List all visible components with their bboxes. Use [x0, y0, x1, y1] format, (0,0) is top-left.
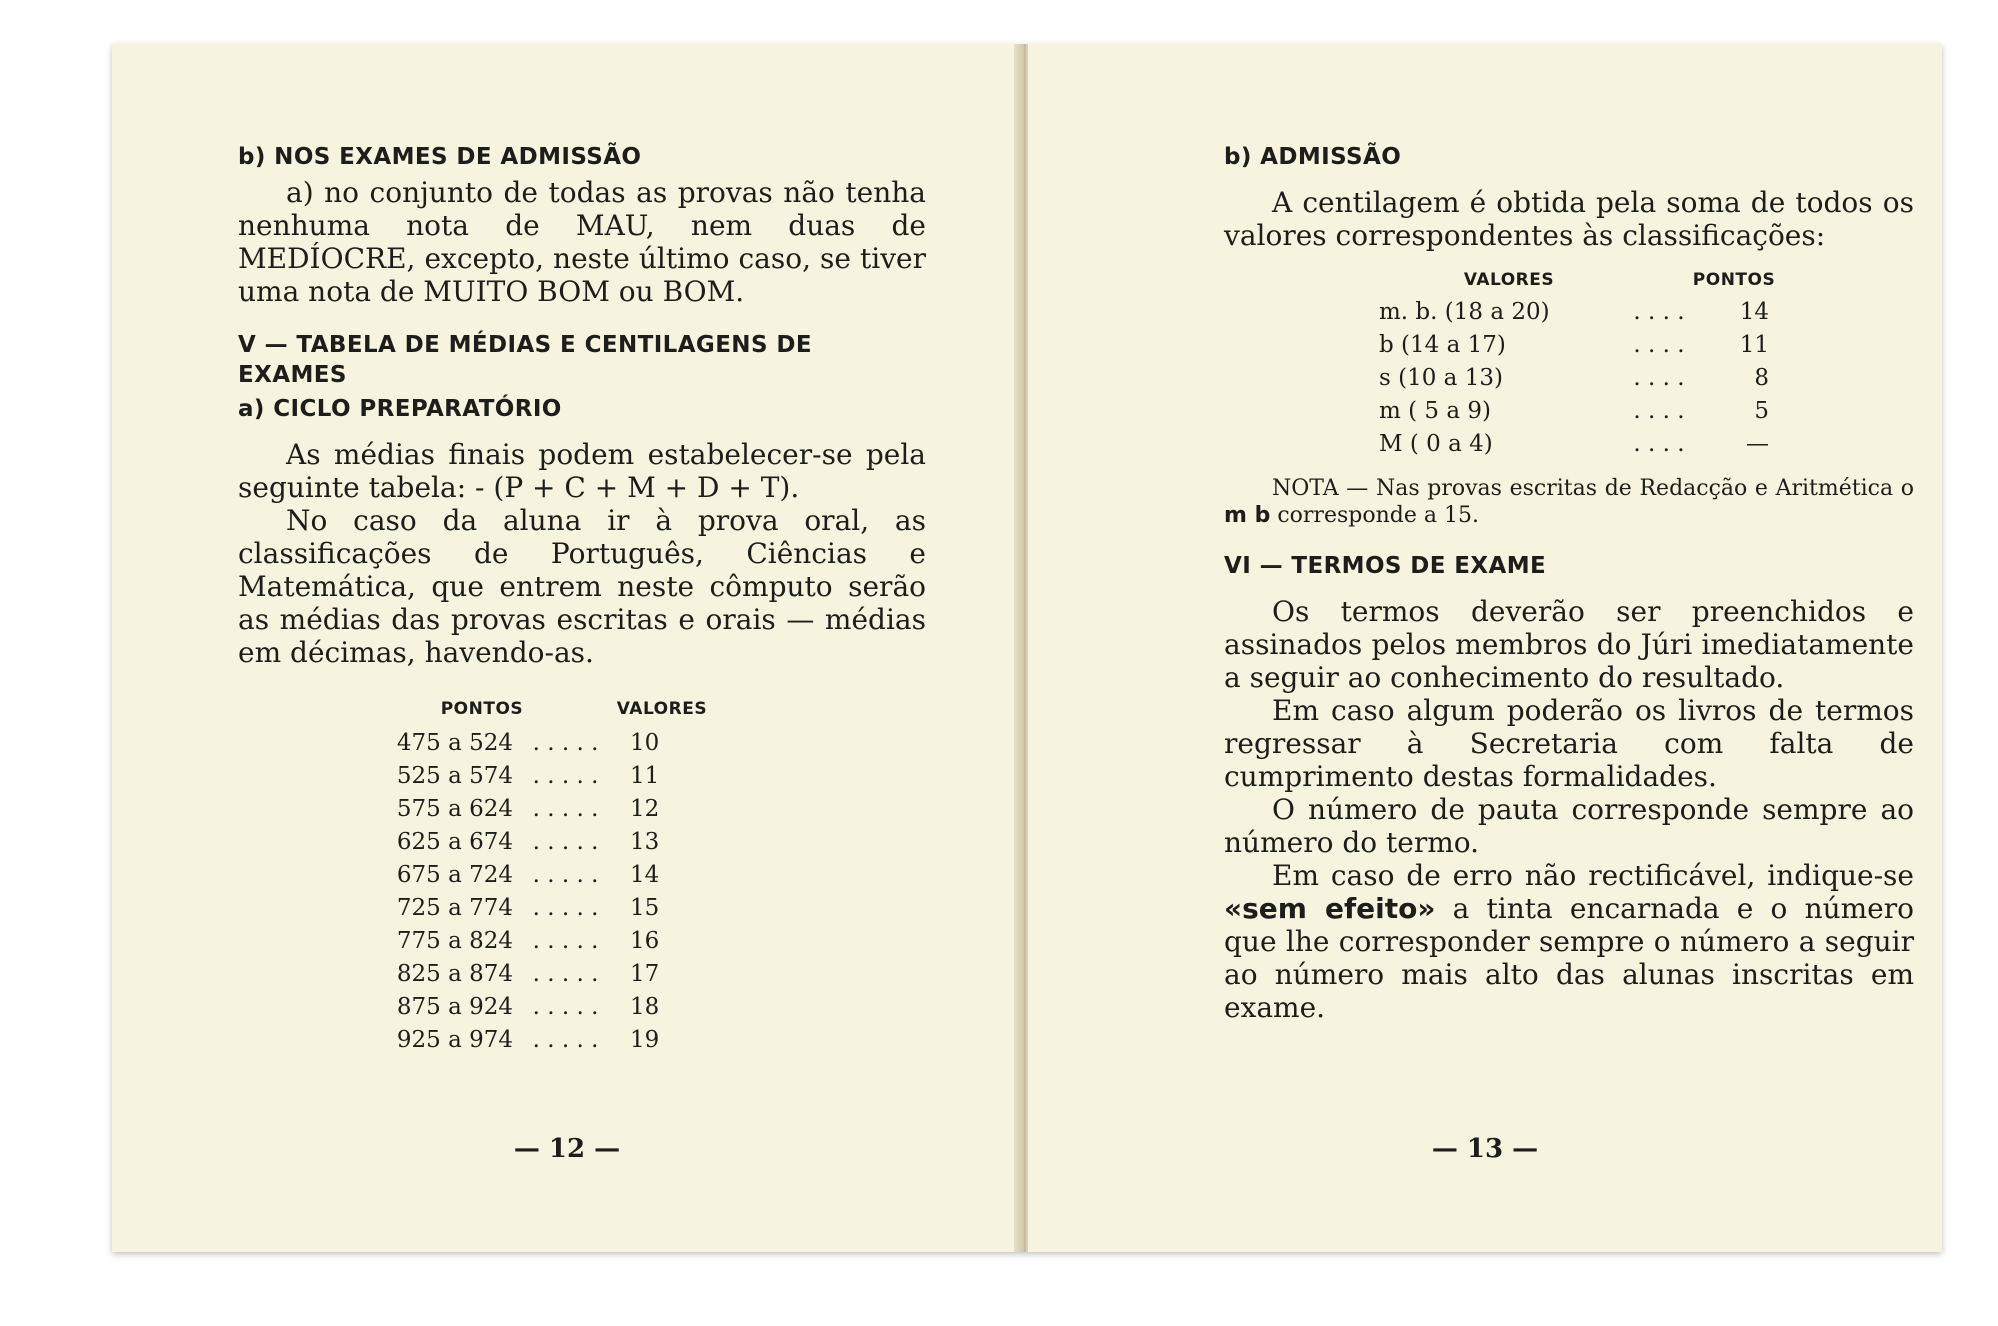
- leader-dots: . . . . .: [532, 961, 599, 987]
- leader-dots: . . . .: [1633, 332, 1685, 358]
- valor-cell: 14: [630, 862, 660, 888]
- subsection-a-heading: a) CICLO PREPARATÓRIO: [238, 396, 562, 422]
- leader-dots: . . . . .: [532, 994, 599, 1020]
- leader-dots: . . . . .: [532, 895, 599, 921]
- table-row: [1379, 296, 1839, 329]
- page-number: — 12 —: [513, 1134, 621, 1164]
- pontos-cell: 625 a 674: [396, 829, 513, 855]
- table-row: [373, 1024, 733, 1057]
- table-header-valores: VALORES: [1463, 270, 1555, 290]
- valores-cell: m. b. (18 a 20): [1379, 299, 1550, 325]
- leader-dots: . . . .: [1633, 365, 1685, 391]
- table-row: [373, 991, 733, 1024]
- pontos-cell: 925 a 974: [396, 1027, 513, 1053]
- valores-cell: M ( 0 a 4): [1379, 431, 1493, 457]
- pontos-valores-table: [373, 699, 733, 1057]
- right-page: [1028, 44, 1942, 1252]
- table-row: [1379, 362, 1839, 395]
- nota-text: NOTA — Nas provas escritas de Redacção e Aritmética o: [1272, 476, 1914, 501]
- leader-dots: . . . . .: [532, 862, 599, 888]
- valor-cell: 11: [630, 763, 660, 789]
- leader-dots: . . . . .: [532, 763, 599, 789]
- paragraph-text: Em caso de erro não rectificável, indique-se: [1272, 859, 1914, 892]
- page-number: — 13 —: [1431, 1134, 1539, 1164]
- sem-efeito: «sem efeito»: [1224, 892, 1436, 925]
- valores-cell: m ( 5 a 9): [1379, 398, 1491, 424]
- section-b-heading: b) ADMISSÃO: [1224, 144, 1402, 170]
- pontos-cell: 675 a 724: [396, 862, 513, 888]
- valor-cell: 13: [630, 829, 660, 855]
- paragraph: Os termos deverão ser preenchidos e assinados pelos membros do Júri imediatamente a seguir ao conhecimento do resultado.: [1224, 595, 1914, 694]
- table-row: [373, 925, 733, 958]
- pontos-cell: 825 a 874: [396, 961, 513, 987]
- table-header-valores: VALORES: [616, 699, 708, 719]
- right-page-content: [1224, 142, 1914, 1024]
- table-row: [373, 793, 733, 826]
- table-row: [373, 958, 733, 991]
- table-row: [1379, 329, 1839, 362]
- valor-cell: 19: [630, 1027, 660, 1053]
- valor-cell: 10: [630, 730, 660, 756]
- valores-cell: s (10 a 13): [1379, 365, 1503, 391]
- valor-cell: 15: [630, 895, 660, 921]
- left-page-content: [238, 142, 926, 1057]
- pontos-cell: 575 a 624: [396, 796, 513, 822]
- leader-dots: . . . .: [1633, 431, 1685, 457]
- pontos-cell: 525 a 574: [396, 763, 513, 789]
- left-page: [112, 44, 1024, 1252]
- valor-cell: 16: [630, 928, 660, 954]
- valor-cell: 17: [630, 961, 660, 987]
- table-row: [373, 859, 733, 892]
- paragraph: Em caso algum poderão os livros de termos regressar à Secretaria com falta de cumprimento destas formalidades.: [1224, 694, 1914, 793]
- leader-dots: . . . . .: [532, 829, 599, 855]
- section-b-text: a) no conjunto de todas as provas não tenha nenhuma nota de MAU, nem duas de MEDÍOCRE, excepto, neste último caso, se tiver uma nota de MUITO BOM ou BOM.: [238, 176, 926, 308]
- pontos-cell: 775 a 824: [396, 928, 513, 954]
- valores-pontos-table: [1379, 270, 1839, 461]
- table-header-pontos: PONTOS: [440, 699, 524, 719]
- table-row: [373, 826, 733, 859]
- table-row: [373, 892, 733, 925]
- table-row: [1379, 395, 1839, 428]
- pontos-cell: 875 a 924: [396, 994, 513, 1020]
- booklet-spread: [112, 44, 1942, 1252]
- pontos-cell: —: [1746, 431, 1769, 457]
- leader-dots: . . . .: [1633, 398, 1685, 424]
- pontos-cell: 5: [1754, 398, 1769, 424]
- paragraph: As médias finais podem estabelecer-se pela seguinte tabela: - (P + C + M + D + T).: [238, 438, 926, 504]
- pontos-cell: 11: [1739, 332, 1769, 358]
- table-header-pontos: PONTOS: [1692, 270, 1776, 290]
- pontos-cell: 14: [1739, 299, 1769, 325]
- section-v-heading: V — TABELA DE MÉDIAS E CENTILAGENS DE EXAMES: [238, 332, 812, 388]
- paragraph: [1224, 859, 1914, 1024]
- paragraph: No caso da aluna ir à prova oral, as classificações de Português, Ciências e Matemática, que entrem neste cômputo serão as médias das provas escritas e orais — médias em décimas, havendo-as.: [238, 504, 926, 669]
- nota-text: corresponde a 15.: [1277, 503, 1479, 528]
- leader-dots: . . . . .: [532, 796, 599, 822]
- pontos-cell: 725 a 774: [396, 895, 513, 921]
- section-b-heading: b) NOS EXAMES DE ADMISSÃO: [238, 144, 642, 170]
- valor-cell: 12: [630, 796, 660, 822]
- table-row: [1379, 428, 1839, 461]
- leader-dots: . . . .: [1633, 299, 1685, 325]
- paragraph-text: a tinta encarnada e o número que lhe corresponder sempre o número a seguir ao número mais alto das alunas inscritas em exame.: [1224, 892, 1914, 1024]
- valor-cell: 18: [630, 994, 660, 1020]
- leader-dots: . . . . .: [532, 928, 599, 954]
- paragraph: A centilagem é obtida pela soma de todos os valores correspondentes às classificações:: [1224, 186, 1914, 252]
- section-vi-heading: VI — TERMOS DE EXAME: [1224, 553, 1547, 579]
- pontos-cell: 475 a 524: [396, 730, 513, 756]
- table-row: [373, 727, 733, 760]
- table-row: [373, 760, 733, 793]
- leader-dots: . . . . .: [532, 730, 599, 756]
- leader-dots: . . . . .: [532, 1027, 599, 1053]
- nota: [1224, 475, 1914, 529]
- valores-cell: b (14 a 17): [1379, 332, 1506, 358]
- pontos-cell: 8: [1754, 365, 1769, 391]
- nota-mb: m b: [1224, 503, 1271, 528]
- paragraph: O número de pauta corresponde sempre ao número do termo.: [1224, 793, 1914, 859]
